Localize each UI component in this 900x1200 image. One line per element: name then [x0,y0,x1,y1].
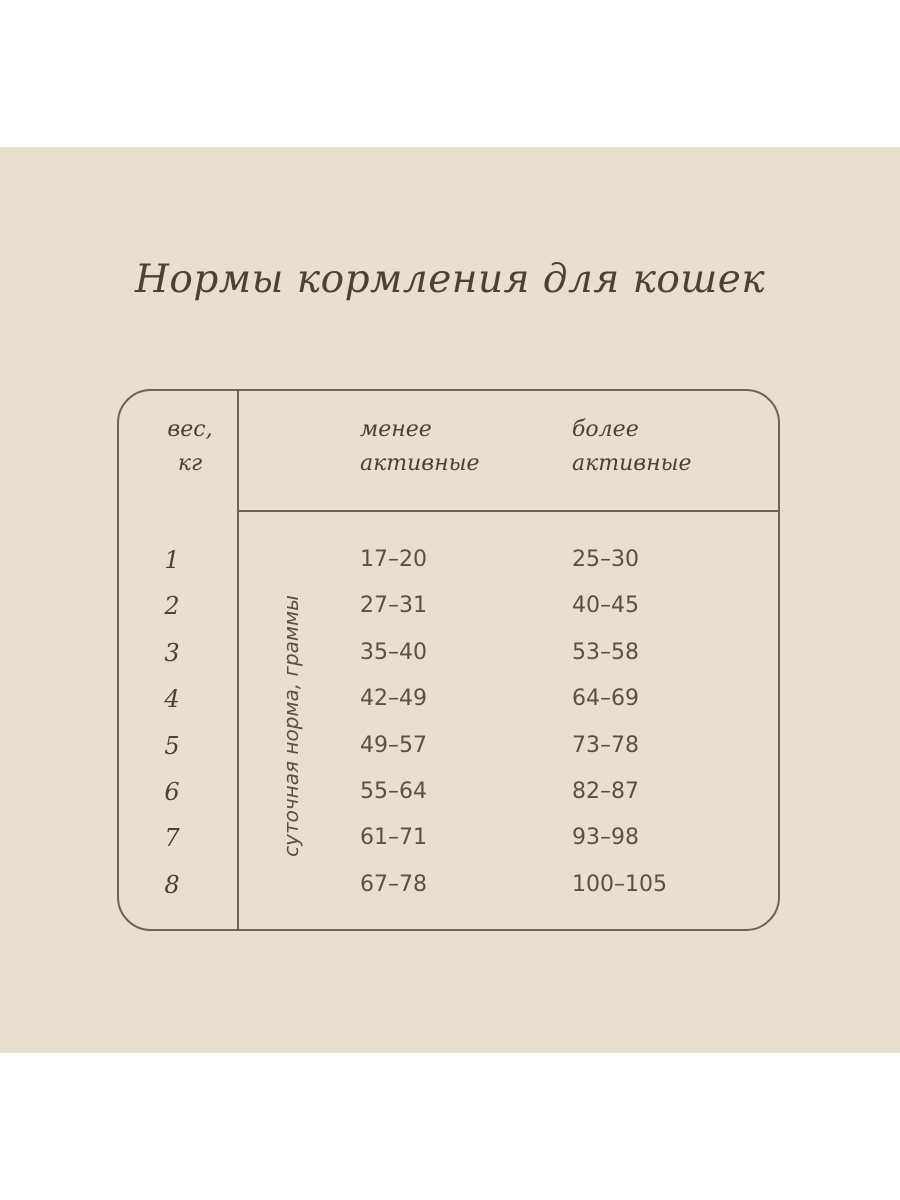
cell-more-active: 25–30 [572,547,639,572]
cell-less-active: 17–20 [360,547,427,572]
cell-weight: 5 [164,731,180,760]
cell-less-active: 67–78 [360,871,427,897]
cell-weight: 6 [164,777,180,806]
header-weight-line1: вес, [167,417,213,442]
daily-norm-label-text: суточная норма, граммы [279,595,303,857]
cell-weight: 3 [164,638,180,667]
cell-weight: 2 [164,592,180,621]
header-less-active [360,413,480,481]
cell-more-active: 40–45 [572,593,639,619]
cell-less-active: 49–57 [360,732,427,758]
table-row [0,819,900,865]
cell-less-active: 61–71 [360,825,427,851]
cell-less-active: 55–64 [360,778,427,804]
cell-weight: 1 [164,546,180,574]
header-weight [158,413,222,481]
header-more-active-line2: активные [572,451,692,476]
cell-less-active: 42–49 [360,686,427,712]
cell-more-active: 82–87 [572,778,639,804]
cell-less-active: 35–40 [360,639,427,665]
table-row [0,680,900,726]
cell-more-active: 64–69 [572,686,639,712]
table-row [0,773,900,819]
header-weight-line2: кг [177,451,203,476]
cell-weight: 4 [164,685,180,714]
table-body [0,541,900,912]
header-more-active [572,413,692,481]
cell-more-active: 73–78 [572,732,639,758]
header-less-active-line2: активные [360,451,480,476]
table-row [0,727,900,773]
cell-more-active: 100–105 [572,871,667,897]
page-title: Нормы кормления для кошек [134,257,766,302]
header-more-active-line1: более [572,417,639,442]
header-divider [238,510,780,512]
cell-weight: 8 [164,870,180,899]
cell-weight: 7 [164,824,180,853]
table-row [0,587,900,633]
cell-less-active: 27–31 [360,593,427,619]
table-row [0,541,900,587]
table-row [0,866,900,912]
cell-more-active: 53–58 [572,639,639,665]
cell-more-active: 93–98 [572,825,639,851]
header-less-active-line1: менее [360,417,432,442]
table-row [0,634,900,680]
